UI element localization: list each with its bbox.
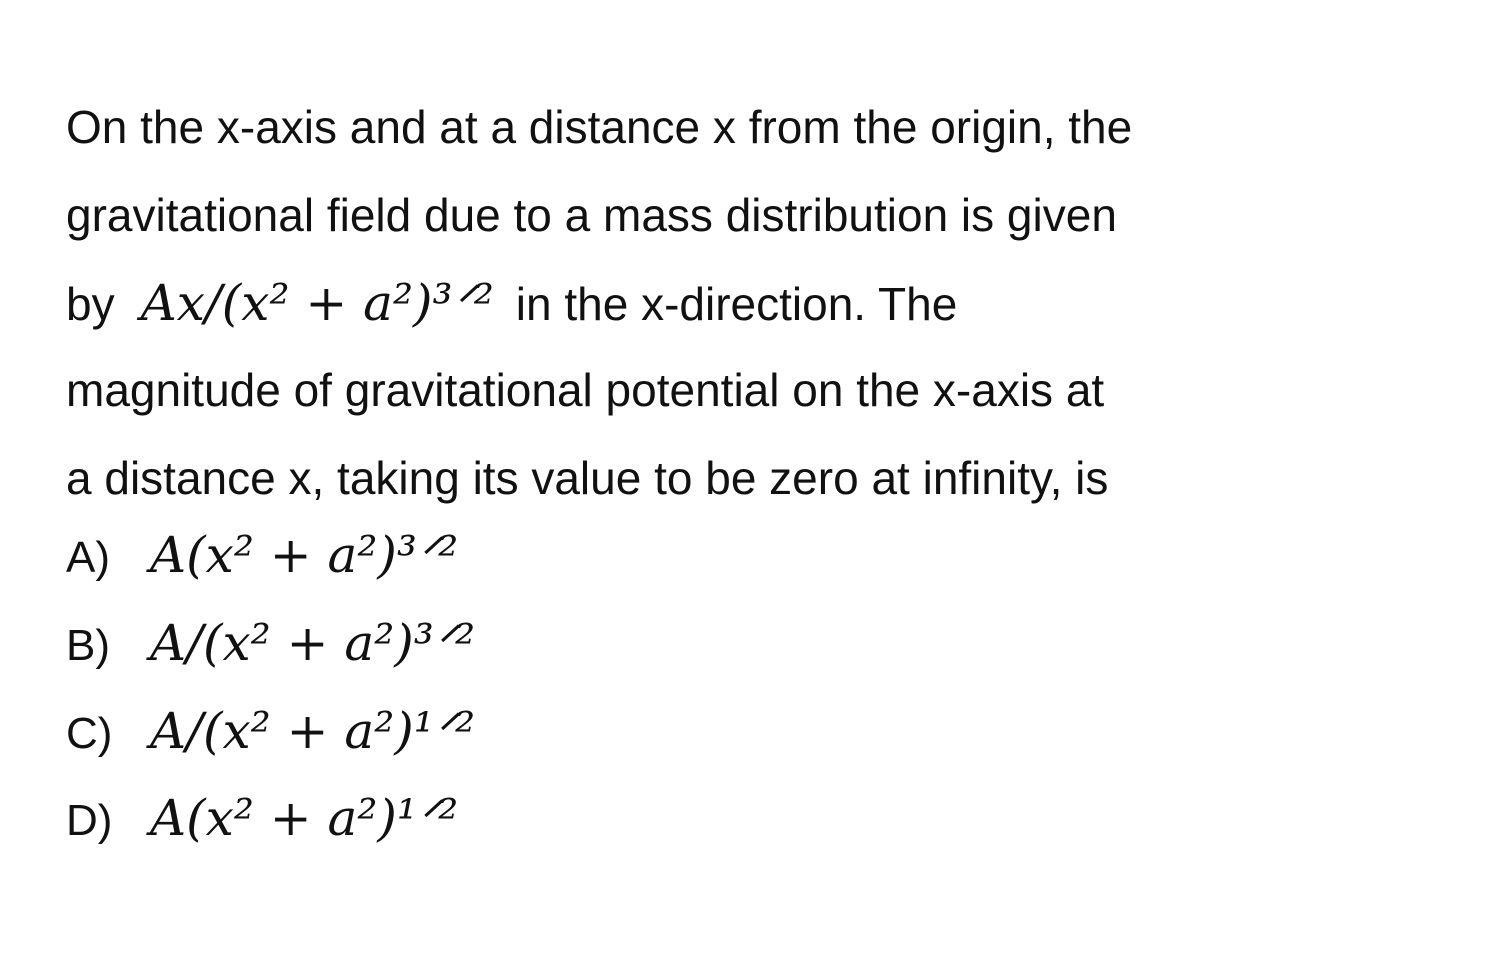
option-b-letter: B) bbox=[66, 621, 110, 670]
option-a-formula: A(x² + a²)³ᐟ² bbox=[150, 526, 459, 584]
option-d-letter: D) bbox=[66, 796, 113, 845]
question-line-3-suffix: in the x-direction. The bbox=[515, 278, 958, 330]
option-a-letter: A) bbox=[66, 533, 110, 582]
option-d-formula: A(x² + a²)¹ᐟ² bbox=[150, 789, 459, 847]
option-d[interactable] bbox=[66, 789, 458, 847]
option-c-formula: A/(x² + a²)¹ᐟ² bbox=[150, 702, 475, 760]
question-line-4: magnitude of gravitational potential on the x-axis at bbox=[66, 364, 1105, 416]
field-formula: Ax/(x² + a²)³ᐟ² bbox=[140, 274, 494, 332]
option-b-formula: A/(x² + a²)³ᐟ² bbox=[150, 614, 475, 672]
option-a[interactable] bbox=[66, 526, 458, 584]
option-c-letter: C) bbox=[66, 709, 113, 758]
question-line-1: On the x-axis and at a distance x from the origin, the bbox=[66, 101, 1133, 153]
option-c[interactable] bbox=[66, 702, 475, 760]
question-line-2: gravitational field due to a mass distribution is given bbox=[66, 189, 1117, 241]
question-line-3-prefix: by bbox=[66, 278, 115, 330]
option-b[interactable] bbox=[66, 614, 475, 672]
question-line-5: a distance x, taking its value to be zero at infinity, is bbox=[66, 452, 1109, 504]
question-line-3 bbox=[66, 274, 958, 332]
